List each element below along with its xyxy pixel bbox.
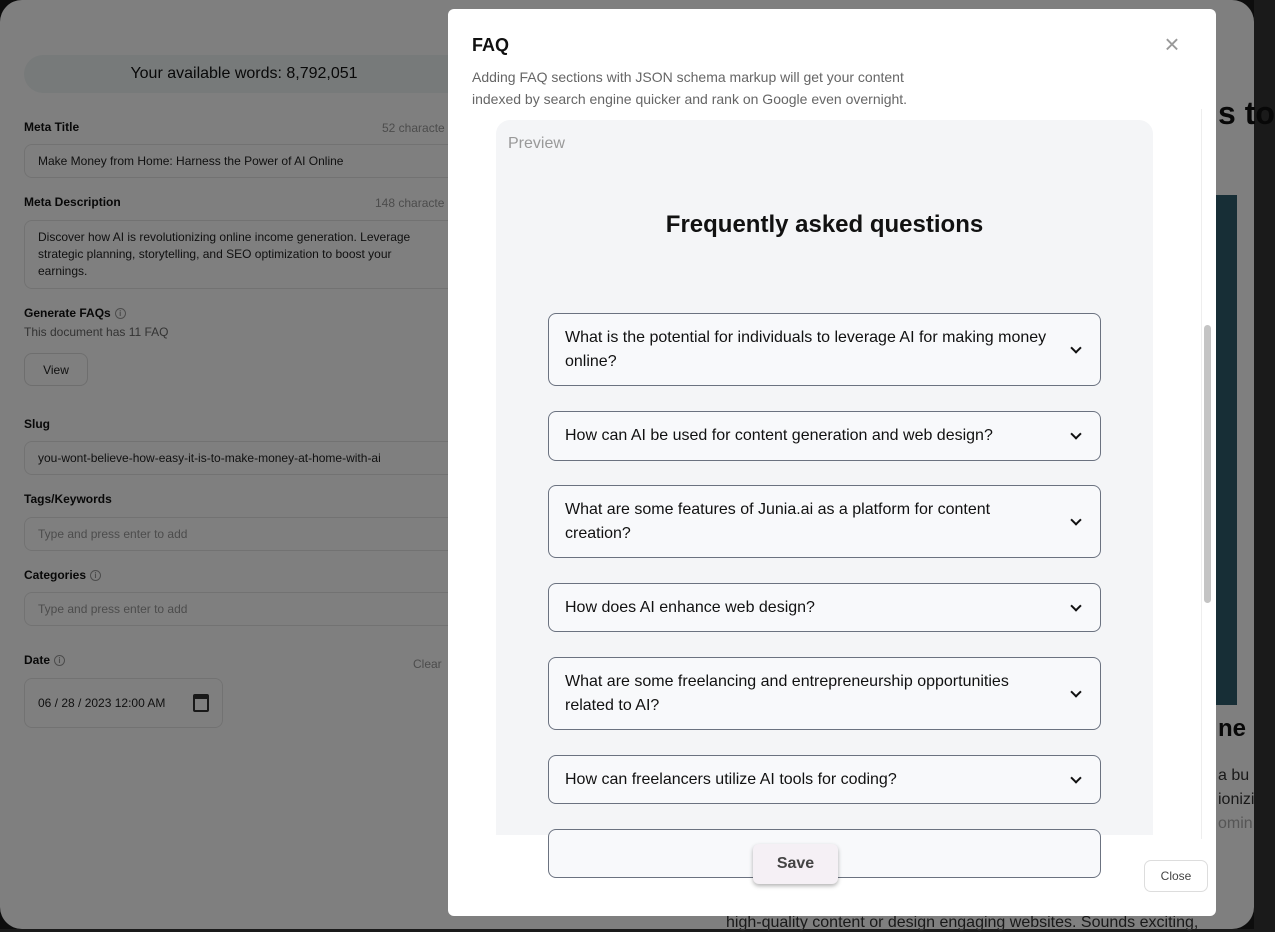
chevron-down-icon: [1070, 428, 1081, 439]
faq-item[interactable]: How can freelancers utilize AI tools for coding?: [548, 755, 1101, 804]
faq-modal: [448, 9, 1216, 916]
article-subheading-fragment: ne: [1218, 715, 1247, 742]
close-icon[interactable]: ×: [1164, 29, 1180, 59]
close-button[interactable]: Close: [1144, 860, 1208, 892]
chevron-down-icon: [1070, 342, 1081, 353]
modal-title: FAQ: [472, 35, 510, 55]
article-heading-fragment: s to: [1218, 95, 1275, 131]
faq-item[interactable]: How can AI be used for content generation and web design?: [548, 411, 1101, 461]
scrollbar-track[interactable]: [1201, 109, 1202, 839]
faq-item[interactable]: What are some features of Junia.ai as a platform for content creation?: [548, 485, 1101, 558]
preview-label: Preview: [508, 135, 565, 152]
chevron-down-icon: [1070, 772, 1081, 783]
chevron-down-icon: [1070, 514, 1081, 525]
modal-description: Adding FAQ sections with JSON schema markup will get your content indexed by search engine quicker and rank on Google even overnight.: [472, 69, 908, 107]
faq-preview: [496, 120, 1153, 835]
preview-heading: Frequently asked questions: [665, 211, 984, 238]
faq-item[interactable]: What are some freelancing and entrepreneurship opportunities related to AI?: [548, 657, 1101, 730]
chevron-down-icon: [1070, 686, 1081, 697]
faq-item[interactable]: How does AI enhance web design?: [548, 583, 1101, 632]
save-button[interactable]: Save: [753, 844, 838, 884]
scrollbar-thumb[interactable]: [1204, 325, 1211, 603]
faq-item[interactable]: What is the potential for individuals to leverage AI for making money online?: [548, 313, 1101, 386]
chevron-down-icon: [1070, 600, 1081, 611]
